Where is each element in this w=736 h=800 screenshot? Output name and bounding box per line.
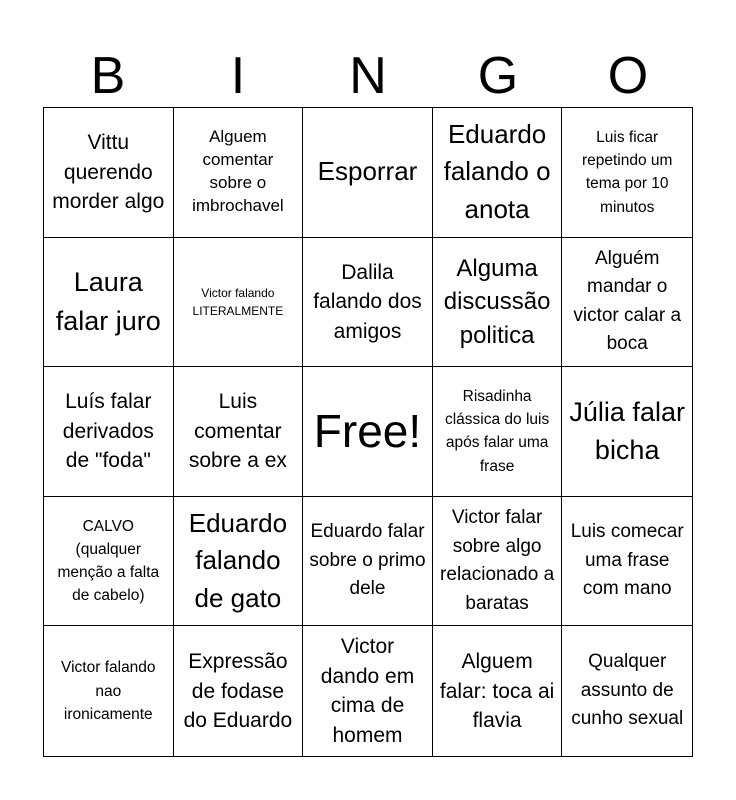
bingo-cell-r3c2[interactable]: Luis comentar sobre a ex [174, 367, 304, 497]
bingo-cell-r1c3[interactable]: Esporrar [303, 108, 433, 238]
bingo-cell-r2c3[interactable]: Dalila falando dos amigos [303, 238, 433, 368]
header-letter-b: B [90, 47, 126, 105]
bingo-cell-r3c5[interactable]: Júlia falar bicha [562, 367, 692, 497]
bingo-cell-r1c5[interactable]: Luis ficar repetindo um tema por 10 minutos [562, 108, 692, 238]
bingo-cell-r5c2[interactable]: Expressão de fodase do Eduardo [174, 626, 304, 756]
bingo-cell-r2c5[interactable]: Alguém mandar o victor calar a boca [562, 238, 692, 368]
bingo-cell-r2c4[interactable]: Alguma discussão politica [433, 238, 563, 368]
header-letter-i: I [230, 47, 246, 105]
bingo-header [43, 46, 693, 106]
bingo-cell-r5c1[interactable]: Victor falando nao ironicamente [44, 626, 174, 756]
bingo-cell-r5c3[interactable]: Victor dando em cima de homem [303, 626, 433, 756]
bingo-cell-r4c4[interactable]: Victor falar sobre algo relacionado a baratas [433, 497, 563, 627]
bingo-cell-r5c4[interactable]: Alguem falar: toca ai flavia [433, 626, 563, 756]
bingo-cell-r3c4[interactable]: Risadinha clássica do luis após falar uma frase [433, 367, 563, 497]
bingo-cell-r4c3[interactable]: Eduardo falar sobre o primo dele [303, 497, 433, 627]
bingo-board [43, 107, 693, 757]
header-letter-g: G [477, 47, 519, 105]
bingo-cell-r1c2[interactable]: Alguem comentar sobre o imbrochavel [174, 108, 304, 238]
bingo-cell-r3c1[interactable]: Luís falar derivados de "foda" [44, 367, 174, 497]
bingo-cell-r2c1[interactable]: Laura falar juro [44, 238, 174, 368]
bingo-cell-r4c5[interactable]: Luis comecar uma frase com mano [562, 497, 692, 627]
header-letter-o: O [607, 47, 649, 105]
bingo-cell-r1c1[interactable]: Vittu querendo morder algo [44, 108, 174, 238]
bingo-cell-r5c5[interactable]: Qualquer assunto de cunho sexual [571, 651, 684, 730]
header-letter-n: N [349, 47, 387, 105]
bingo-cell-r2c2[interactable]: Victor falando LITERALMENTE [174, 238, 304, 368]
bingo-cell-r4c1[interactable]: CALVO (qualquer menção a falta de cabelo) [44, 497, 174, 627]
bingo-cell-free[interactable]: Free! [303, 367, 433, 497]
bingo-cell-r1c4[interactable]: Eduardo falando o anota [433, 108, 563, 238]
bingo-cell-r4c2[interactable]: Eduardo falando de gato [174, 497, 304, 627]
